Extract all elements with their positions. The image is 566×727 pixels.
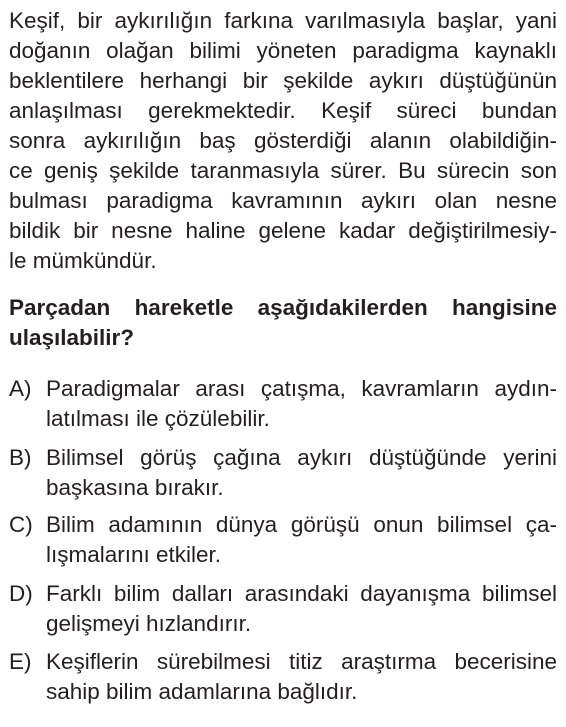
option-text xyxy=(46,374,557,434)
option-line: Farklı bilim dalları arasındaki dayanışma bilimsel xyxy=(46,581,557,606)
option-text xyxy=(46,510,557,570)
option-letter: A) xyxy=(9,376,32,401)
passage-line: anlaşılması gerekmektedir. Keşif süreci bundan xyxy=(9,98,557,123)
option-e[interactable] xyxy=(9,647,557,709)
passage-line: beklentilere herhangi bir şekilde aykırı düştüğünün xyxy=(9,68,557,93)
option-line: sahip bilim adamlarına bağlıdır. xyxy=(46,679,358,704)
passage-paragraph xyxy=(9,6,557,276)
option-line: latılması ile çözülebilir. xyxy=(46,406,270,431)
option-letter: D) xyxy=(9,581,33,606)
option-line: Keşiflerin sürebilmesi titiz araştırma becerisine xyxy=(46,649,557,674)
question-stem xyxy=(9,293,557,353)
option-letter: E) xyxy=(9,649,32,674)
option-text xyxy=(46,579,557,639)
option-line: Bilimsel görüş çağına aykırı düştüğünde yerini xyxy=(46,445,557,470)
option-text xyxy=(46,443,557,503)
option-line: lışmalarını etkiler. xyxy=(46,542,222,567)
question-line: Parçadan hareketle aşağıdakilerden hangisine xyxy=(9,295,557,320)
option-letter: B) xyxy=(9,445,32,470)
option-line: Bilim adamının dünya görüşü onun bilimsel ça- xyxy=(46,512,557,537)
option-line: gelişmeyi hızlandırır. xyxy=(46,611,252,636)
option-b[interactable] xyxy=(9,443,557,505)
option-line: Paradigmalar arası çatışma, kavramların aydın- xyxy=(46,376,557,401)
option-letter: C) xyxy=(9,512,33,537)
option-c[interactable] xyxy=(9,510,557,572)
passage-line: le mümkündür. xyxy=(9,248,157,273)
passage-line: Keşif, bir aykırılığın farkına varılmasıyla başlar, yani xyxy=(9,8,557,33)
passage-line: doğanın olağan bilimi yöneten paradigma kaynaklı xyxy=(9,38,557,63)
passage-line: sonra aykırılığın baş gösterdiği alanın olabildiğin- xyxy=(9,128,557,153)
passage-line: bildik bir nesne haline gelene kadar değiştirilmesiy- xyxy=(9,218,557,243)
option-a[interactable] xyxy=(9,374,557,436)
passage-line: bulması paradigma kavramının aykırı olan nesne xyxy=(9,188,557,213)
option-d[interactable] xyxy=(9,579,557,641)
option-line: başkasına bırakır. xyxy=(46,475,224,500)
option-text xyxy=(46,647,557,707)
question-line: ulaşılabilir? xyxy=(9,325,135,350)
passage-line: ce geniş şekilde taranmasıyla sürer. Bu sürecin son xyxy=(9,158,557,183)
